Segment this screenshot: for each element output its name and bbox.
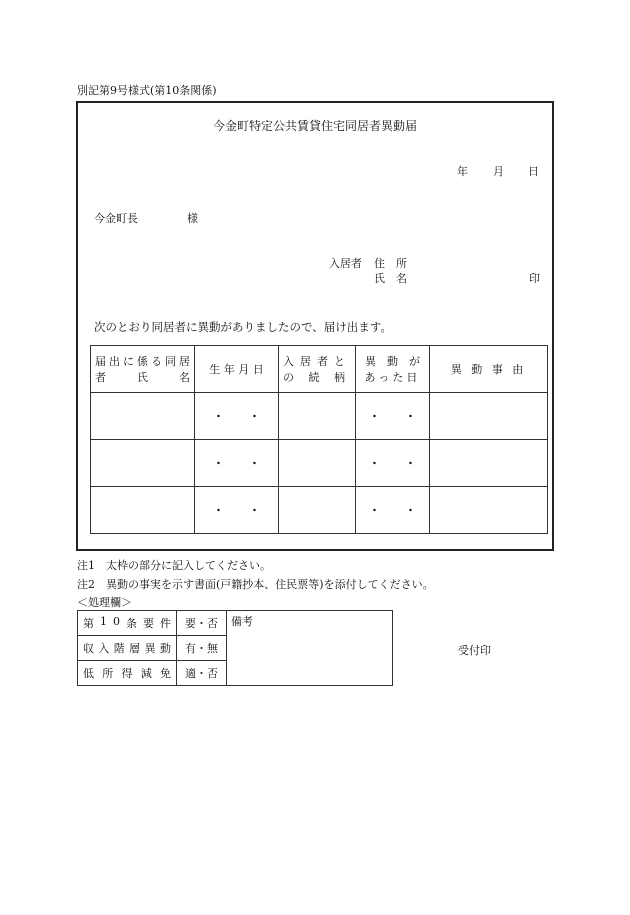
header-relation: 入 居 者 と の 続 柄 [279, 346, 356, 393]
processing-table [77, 610, 393, 686]
cell-dob[interactable]: ・ ・ [195, 440, 279, 487]
cell-reason[interactable] [430, 393, 548, 440]
applicant-label: 入居者 [329, 257, 362, 270]
cell-reason[interactable] [430, 440, 548, 487]
processing-value[interactable]: 要・否 [177, 611, 227, 636]
processing-label: 収 入 階 層 異 動 [78, 636, 177, 661]
cell-relation[interactable] [279, 440, 356, 487]
header-reason: 異 動 事 由 [430, 346, 548, 393]
processing-heading: ＜処理欄＞ [77, 596, 132, 609]
header-change-date: 異 動 が あった日 [356, 346, 430, 393]
cell-dob[interactable]: ・ ・ [195, 393, 279, 440]
cell-name[interactable] [91, 440, 195, 487]
date-year: 年 [457, 165, 468, 178]
processing-value[interactable]: 有・無 [177, 636, 227, 661]
form-number: 別記第9号様式(第10条関係) [77, 84, 217, 97]
address-label: 住 所 [374, 257, 407, 270]
table-row [91, 393, 548, 440]
statement-text: 次のとおり同居者に異動がありましたので、届け出ます。 [94, 320, 392, 334]
cell-relation[interactable] [279, 487, 356, 534]
cell-relation[interactable] [279, 393, 356, 440]
name-label: 氏 名 [374, 272, 407, 285]
cell-change-date[interactable]: ・ ・ [356, 393, 430, 440]
cell-reason[interactable] [430, 487, 548, 534]
processing-label: 低 所 得 減 免 [78, 661, 177, 686]
receipt-stamp-label: 受付印 [458, 644, 491, 657]
table-row [91, 487, 548, 534]
cell-dob[interactable]: ・ ・ [195, 487, 279, 534]
cell-change-date[interactable]: ・ ・ [356, 487, 430, 534]
date-day: 日 [528, 165, 539, 178]
remarks-cell[interactable]: 備考 [227, 611, 393, 686]
cell-change-date[interactable]: ・ ・ [356, 440, 430, 487]
processing-value[interactable]: 適・否 [177, 661, 227, 686]
cell-name[interactable] [91, 487, 195, 534]
note-1: 注1 太枠の部分に記入してください。 [77, 559, 271, 572]
addressee-honorific: 様 [187, 212, 198, 225]
date-month: 月 [493, 165, 504, 178]
seal-mark: 印 [529, 272, 540, 285]
table-row [91, 440, 548, 487]
note-2: 注2 異動の事実を示す書面(戸籍抄本、住民票等)を添付してください。 [77, 578, 434, 591]
processing-row [78, 611, 393, 636]
change-table [90, 345, 548, 534]
addressee-name: 今金町長 [94, 212, 138, 225]
form-title: 今金町特定公共賃貸住宅同居者異動届 [212, 119, 417, 133]
cell-name[interactable] [91, 393, 195, 440]
processing-label: 第 1 0 条 要 件 [78, 611, 177, 636]
table-header-row [91, 346, 548, 393]
header-dob: 生 年 月 日 [195, 346, 279, 393]
header-name: 届 出 に 係 る 同 居 者 氏 名 [91, 346, 195, 393]
